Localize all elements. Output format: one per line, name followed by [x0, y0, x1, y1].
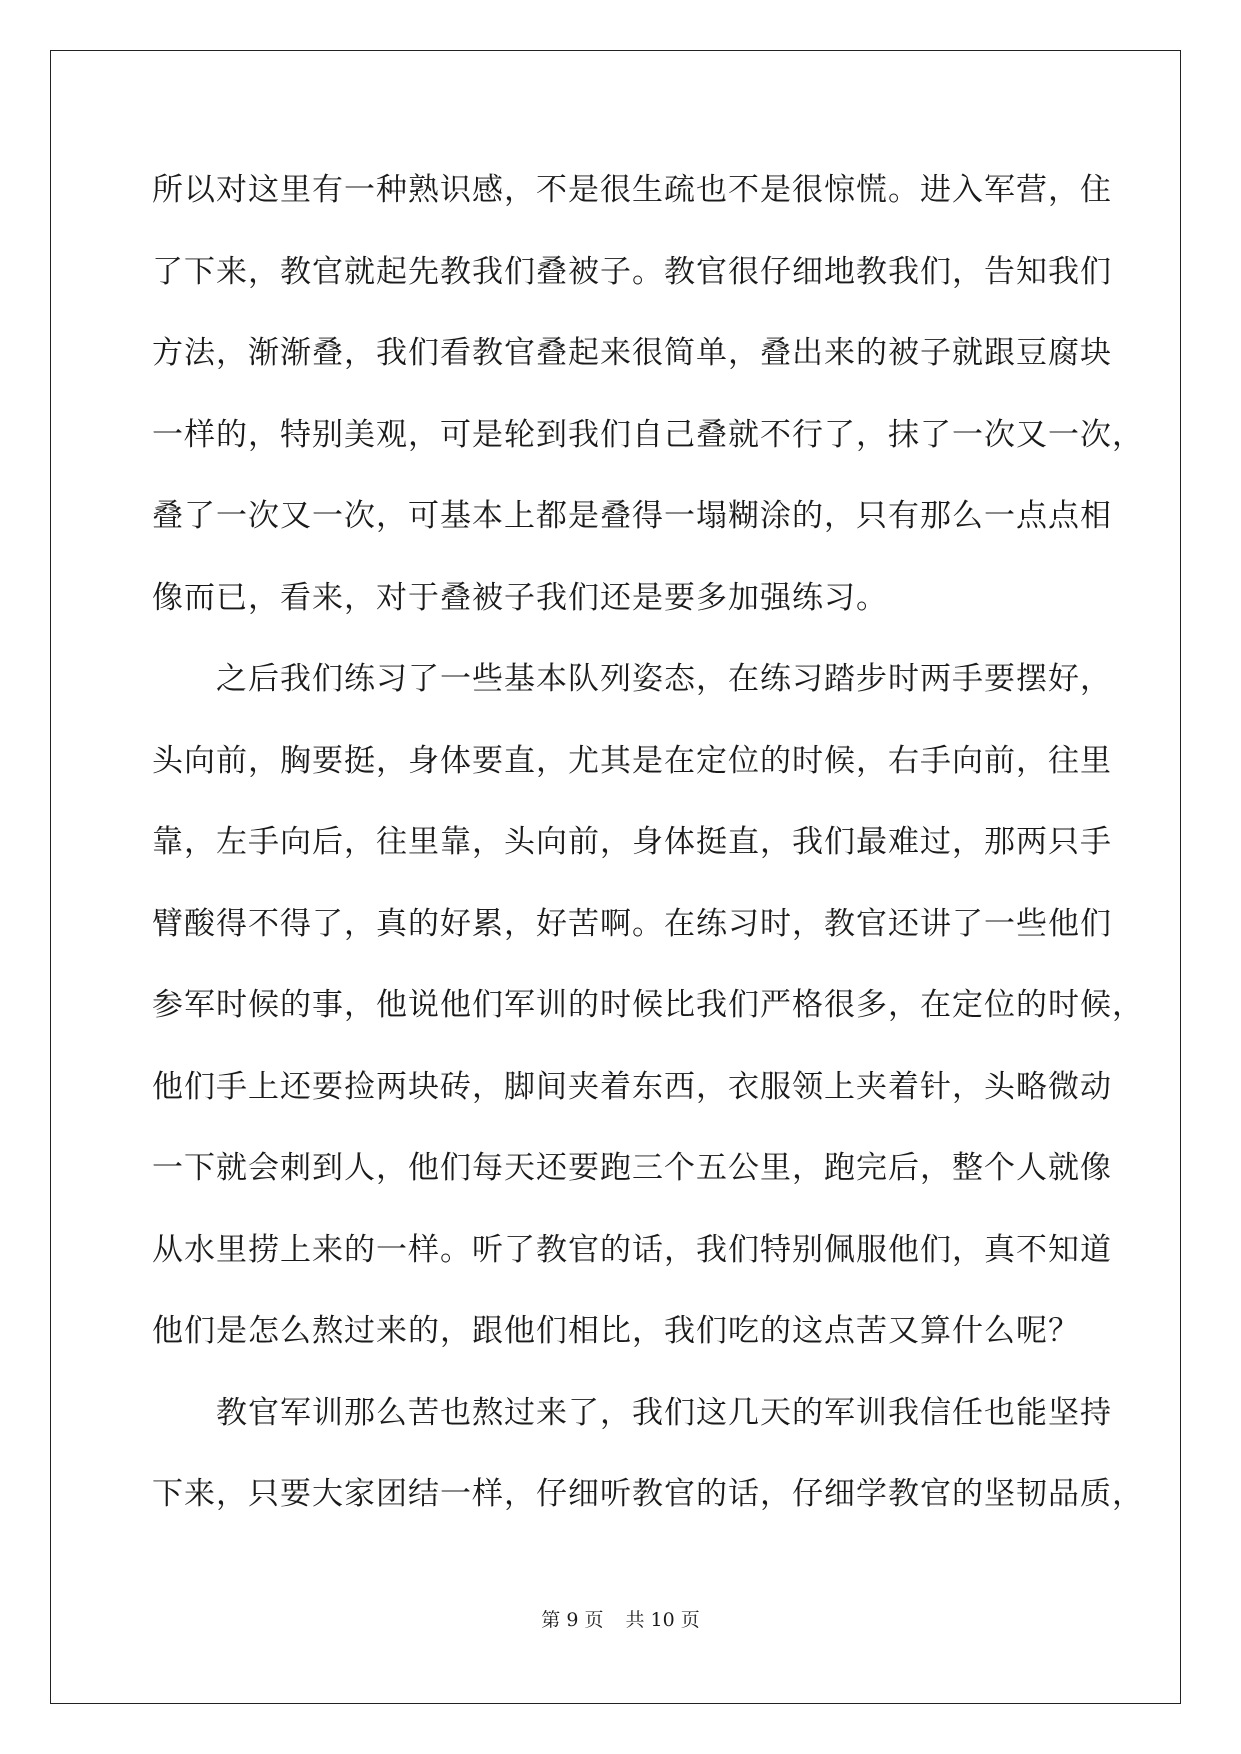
text-line: 他们是怎么熬过来的，跟他们相比，我们吃的这点苦又算什么呢？: [152, 1313, 1080, 1349]
text-line: 一下就会刺到人，他们每天还要跑三个五公里，跑完后，整个人就像: [152, 1150, 1112, 1186]
text-line: 了下来，教官就起先教我们叠被子。教官很仔细地教我们，告知我们: [152, 253, 1112, 290]
text-line: 从水里捞上来的一样。听了教官的话，我们特别佩服他们，真不知道: [152, 1231, 1112, 1268]
text-line: 叠了一次又一次，可基本上都是叠得一塌糊涂的，只有那么一点点相: [152, 498, 1112, 534]
text-line: 头向前，胸要挺，身体要直，尤其是在定位的时候，右手向前，往里: [152, 742, 1112, 779]
text-line: 他们手上还要捡两块砖，脚间夹着东西，衣服领上夹着针，头略微动: [152, 1068, 1112, 1105]
page-total: 共 10 页: [625, 1609, 700, 1631]
text-line: 之后我们练习了一些基本队列姿态，在练习踏步时两手要摆好，: [152, 661, 1112, 697]
text-line: 一样的，特别美观，可是轮到我们自己叠就不行了，抹了一次又一次，: [152, 416, 1144, 453]
text-line: 臂酸得不得了，真的好累，好苦啊。在练习时，教官还讲了一些他们: [152, 905, 1112, 942]
text-line: 方法，渐渐叠，我们看教官叠起来很简单，叠出来的被子就跟豆腐块: [152, 335, 1112, 371]
text-line: 像而已，看来，对于叠被子我们还是要多加强练习。: [152, 579, 888, 616]
text-line: 教官军训那么苦也熬过来了，我们这几天的军训我信任也能坚持: [152, 1394, 1112, 1431]
text-line: 下来，只要大家团结一样，仔细听教官的话，仔细学教官的坚韧品质，: [152, 1476, 1144, 1512]
document-body: [152, 160, 1144, 1546]
text-line: 所以对这里有一种熟识感，不是很生疏也不是很惊慌。进入军营，住: [152, 172, 1112, 208]
text-line: 靠，左手向后，往里靠，头向前，身体挺直，我们最难过，那两只手: [152, 824, 1112, 860]
text-line: 参军时候的事，他说他们军训的时候比我们严格很多，在定位的时候，: [152, 987, 1144, 1023]
page-number: 第 9 页: [541, 1609, 604, 1631]
page-footer: [0, 1608, 1241, 1632]
